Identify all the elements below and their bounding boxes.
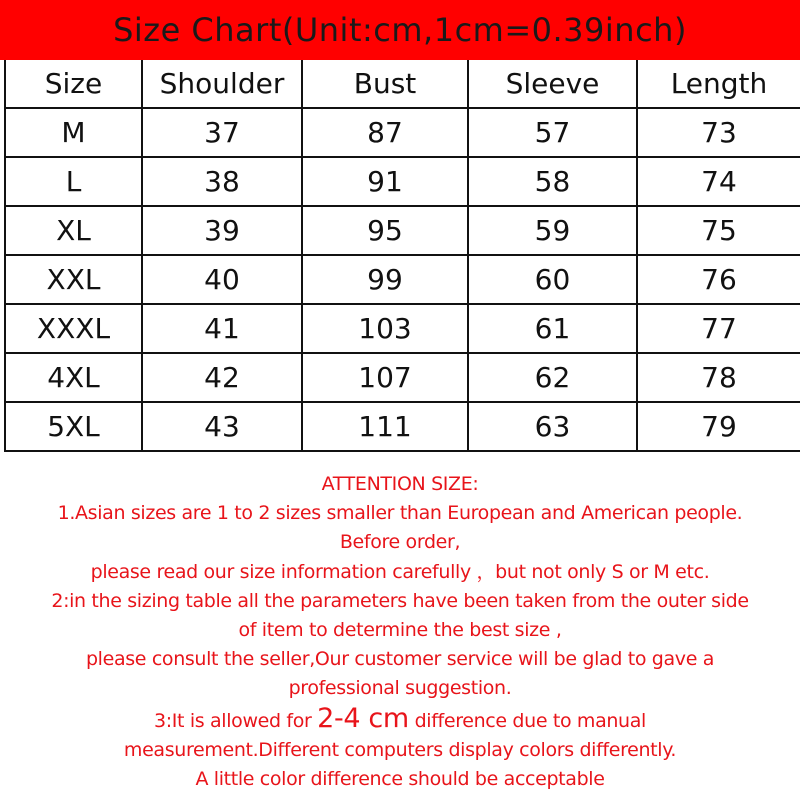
size-cell: 5XL <box>5 402 142 451</box>
table-row <box>5 402 800 451</box>
note-line: 2:in the sizing table all the parameters have been taken from the outer side <box>51 589 749 612</box>
attention-notes <box>0 470 800 800</box>
shoulder-cell: 38 <box>142 157 302 206</box>
bust-cell: 107 <box>302 353 468 402</box>
shoulder-cell: 41 <box>142 304 302 353</box>
shoulder-cell: 39 <box>142 206 302 255</box>
length-cell: 77 <box>637 304 800 353</box>
note-text: 3:It is allowed for <box>154 709 318 732</box>
note-line: of item to determine the best size , <box>238 619 562 642</box>
table-row <box>5 353 800 402</box>
size-cell: XXL <box>5 255 142 304</box>
shoulder-cell: 43 <box>142 402 302 451</box>
length-cell: 74 <box>637 157 800 206</box>
shoulder-cell: 42 <box>142 353 302 402</box>
table-row <box>5 108 800 157</box>
table-row <box>5 157 800 206</box>
bust-cell: 111 <box>302 402 468 451</box>
notes-heading: ATTENTION SIZE: <box>321 473 479 495</box>
note-line: Before order, <box>339 531 461 554</box>
size-cell: XXXL <box>5 304 142 353</box>
bust-cell: 99 <box>302 255 468 304</box>
length-cell: 73 <box>637 108 800 157</box>
size-cell: L <box>5 157 142 206</box>
header-bust: Bust <box>302 60 468 108</box>
header-sleeve: Sleeve <box>468 60 637 108</box>
note-text: difference due to manual <box>408 709 646 732</box>
bust-cell: 103 <box>302 304 468 353</box>
note-line-tolerance <box>0 704 800 736</box>
header-size: Size <box>5 60 142 108</box>
table-header-row <box>5 60 800 108</box>
table-row <box>5 304 800 353</box>
note-line: A little color difference should be acceptable <box>195 768 605 791</box>
sleeve-cell: 63 <box>468 402 637 451</box>
length-cell: 76 <box>637 255 800 304</box>
size-table <box>4 60 800 452</box>
header-shoulder: Shoulder <box>142 60 302 108</box>
sleeve-cell: 57 <box>468 108 637 157</box>
size-cell: XL <box>5 206 142 255</box>
sleeve-cell: 58 <box>468 157 637 206</box>
bust-cell: 95 <box>302 206 468 255</box>
title-banner <box>0 0 800 60</box>
bust-cell: 91 <box>302 157 468 206</box>
sleeve-cell: 61 <box>468 304 637 353</box>
table-row <box>5 206 800 255</box>
bust-cell: 87 <box>302 108 468 157</box>
size-cell: 4XL <box>5 353 142 402</box>
size-cell: M <box>5 108 142 157</box>
shoulder-cell: 37 <box>142 108 302 157</box>
sleeve-cell: 62 <box>468 353 637 402</box>
note-line: 1.Asian sizes are 1 to 2 sizes smaller than European and American people. <box>57 502 743 525</box>
length-cell: 79 <box>637 402 800 451</box>
sleeve-cell: 59 <box>468 206 637 255</box>
chart-title: Size Chart(Unit:cm,1cm=0.39inch) <box>113 11 687 49</box>
tolerance-highlight: 2-4 cm <box>317 702 409 734</box>
table-row <box>5 255 800 304</box>
note-line: professional suggestion. <box>288 677 512 700</box>
shoulder-cell: 40 <box>142 255 302 304</box>
sleeve-cell: 60 <box>468 255 637 304</box>
length-cell: 75 <box>637 206 800 255</box>
length-cell: 78 <box>637 353 800 402</box>
note-line: please consult the seller,Our customer service will be glad to gave a <box>85 648 715 671</box>
note-line: measurement.Different computers display colors differently. <box>123 738 677 761</box>
note-line: please read our size information carefully ，but not only S or M etc. <box>90 560 710 583</box>
header-length: Length <box>637 60 800 108</box>
